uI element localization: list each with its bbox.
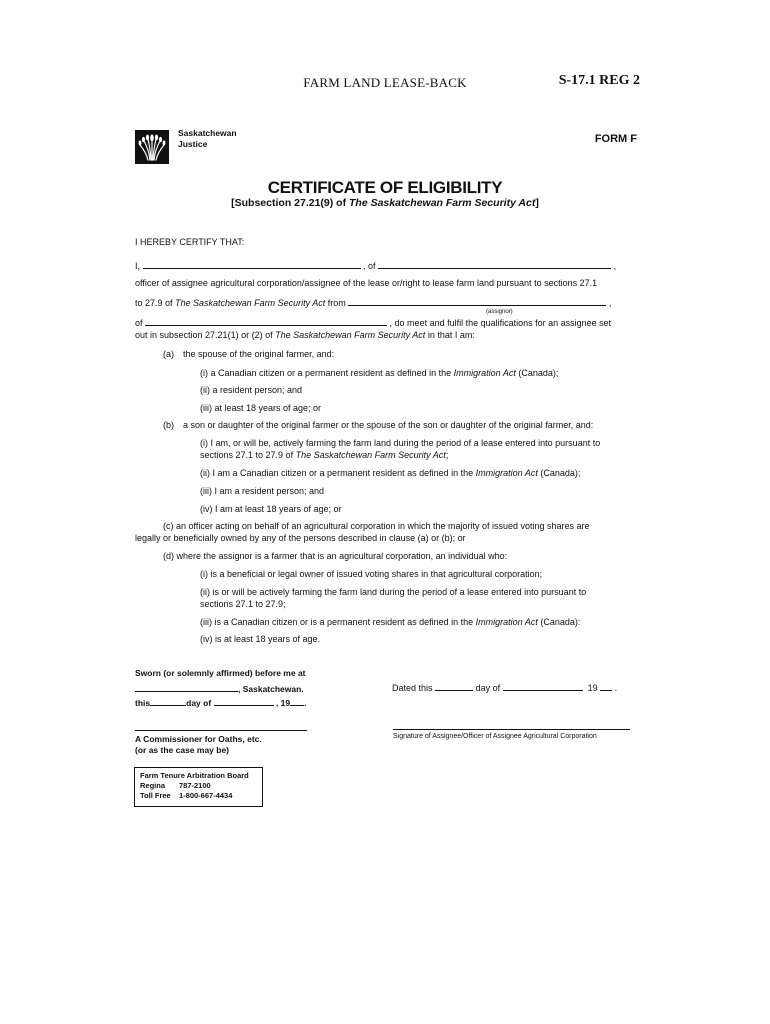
out-line-act: The Saskatchewan Farm Security Act [275,330,426,340]
document-subtitle [0,197,770,209]
clause-d-iii [200,616,580,628]
sworn-place-text: , Saskatchewan. [238,684,304,694]
to-line-pre: to 27.9 of [135,298,176,308]
sworn-year-blank[interactable] [290,696,307,708]
clause-d-iii-post: (Canada): [537,617,581,627]
contact-tollfree-phone: 1-800-667-4434 [179,791,233,800]
name-line-end: , [613,261,617,271]
assignor-address-blank[interactable] [145,316,387,326]
clause-b-ii-post: (Canada); [537,468,581,478]
sworn-month-blank[interactable] [214,696,274,706]
subtitle-pre: [Subsection 27.21(9) of [231,197,349,209]
to-line-end: , [608,298,612,308]
clause-a-i-post: (Canada); [515,368,559,378]
out-line-pre: out in subsection 27.21(1) or (2) of [135,330,276,340]
clause-b-i-2-post: ; [445,450,449,460]
subtitle-post: ] [535,197,539,209]
clause-a-text: the spouse of the original farmer, and: [183,349,335,359]
dated-year: 19 [587,683,598,693]
sworn-place-blank[interactable] [135,682,238,692]
document-title: CERTIFICATE OF ELIGIBILITY [267,178,503,197]
clause-a-i-pre: (i) a Canadian citizen or a permanent resident as defined in the [200,368,454,378]
clause-d-iv: (iv) is at least 18 years of age. [200,634,321,644]
dated-day-blank[interactable] [435,681,473,691]
to-line-act: The Saskatchewan Farm Security Act [175,298,326,308]
commissioner-note: (or as the case may be) [135,745,230,755]
clause-a-iii: (iii) at least 18 years of age; or [200,403,322,413]
sworn-date-line [135,696,306,709]
name-line-prefix: I, [135,261,141,271]
clause-d-ii-1: (ii) is or will be actively farming the farm land during the period of a lease entered into pursuant to [200,587,587,597]
clause-b-iii: (iii) I am a resident person; and [200,486,325,496]
commissioner-signature-line[interactable] [135,730,307,731]
clause-b-text: a son or daughter of the original farmer or the spouse of the son or daughter of the original farmer, and: [183,420,594,430]
act-from-line [135,296,611,309]
address-blank[interactable] [378,259,611,269]
form-label: FORM F [594,133,637,145]
clause-b-ii-act: Immigration Act [475,468,538,478]
clause-b-ii-pre: (ii) I am a Canadian citizen or a permanent resident as defined in the [200,468,476,478]
clause-a-i [200,367,558,379]
contact-board-name: Farm Tenure Arbitration Board [140,771,249,780]
sworn-place-line [135,682,304,695]
dated-year-blank[interactable] [600,681,612,691]
clause-b-i-2-pre: sections 27.1 to 27.9 of [200,450,296,460]
assignor-label: (assignor) [486,309,513,315]
signature-label: Signature of Assignee/Officer of Assignee Agricultural Corporation [393,733,597,740]
of-line-post: , do meet and fulfil the qualifications for an assignee set [389,318,612,328]
regulation-number: S-17.1 REG 2 [558,73,640,88]
name-line-of: , of [363,261,376,271]
clause-b-i-2 [200,449,448,461]
header-title: FARM LAND LEASE-BACK [303,75,467,90]
of-line [135,316,611,329]
assignee-signature-line[interactable] [393,729,630,730]
clause-b-i-1: (i) I am, or will be, actively farming the farm land during the period of a lease entered into pursuant to [200,438,601,448]
contact-regina-phone: 787-2100 [179,781,211,790]
saskatchewan-wheat-logo-icon [135,130,169,164]
dated-end: . [614,683,618,693]
clause-b-label: (b) [163,420,174,430]
name-line [135,259,616,272]
clause-d-iii-act: Immigration Act [475,617,538,627]
officer-line: officer of assignee agricultural corporation/assignee of the lease or/right to lease farm land pursuant to sections 27.1 [135,278,598,288]
sworn-period: . [304,698,307,708]
sworn-line: Sworn (or solemnly affirmed) before me at [135,668,306,678]
dated-day-of: day of [475,683,501,693]
clause-d-i: (i) is a beneficial or legal owner of issued voting shares in that agricultural corporation; [200,569,543,579]
to-line-from: from [325,298,346,308]
commissioner-title: A Commissioner for Oaths, etc. [135,734,262,744]
clause-d-iii-pre: (iii) is a Canadian citizen or is a permanent resident as defined in the [200,617,476,627]
logo-line-1: Saskatchewan [178,128,237,138]
clause-d: (d) where the assignor is a farmer that is an agricultural corporation, an individual who: [163,551,508,561]
clause-a-ii: (ii) a resident person; and [200,385,303,395]
clause-c-1: (c) an officer acting on behalf of an agricultural corporation in which the majority of issued voting shares are [163,521,590,531]
subtitle-act: The Saskatchewan Farm Security Act [349,197,536,209]
clause-a-i-act: Immigration Act [453,368,516,378]
clause-b-ii [200,467,580,479]
contact-tollfree-label: Toll Free [140,791,171,800]
dated-month-blank[interactable] [503,681,583,691]
logo-line-2: Justice [178,139,208,149]
clause-a-label: (a) [163,349,174,359]
assignor-blank[interactable] [348,296,606,306]
clause-b-i-2-act: The Saskatchewan Farm Security Act [295,450,446,460]
sworn-year: , 19 [275,698,291,708]
contact-info-box [134,767,263,807]
sworn-this: this [135,698,151,708]
dated-line [392,681,617,694]
logo-text [178,128,237,150]
contact-regina-label: Regina [140,781,166,790]
sworn-day-blank[interactable] [150,696,186,706]
name-blank[interactable] [143,259,361,269]
sworn-day-of: day of [186,698,212,708]
clause-c-2: legally or beneficially owned by any of the persons described in clause (a) or (b); or [135,533,466,543]
out-line-post: in that I am: [425,330,475,340]
dated-pre: Dated this [392,683,433,693]
out-line [135,329,475,341]
clause-b-iv: (iv) I am at least 18 years of age; or [200,504,342,514]
certify-heading: I HEREBY CERTIFY THAT: [135,237,245,247]
clause-d-ii-2: sections 27.1 to 27.9; [200,599,286,609]
of-line-pre: of [135,318,143,328]
